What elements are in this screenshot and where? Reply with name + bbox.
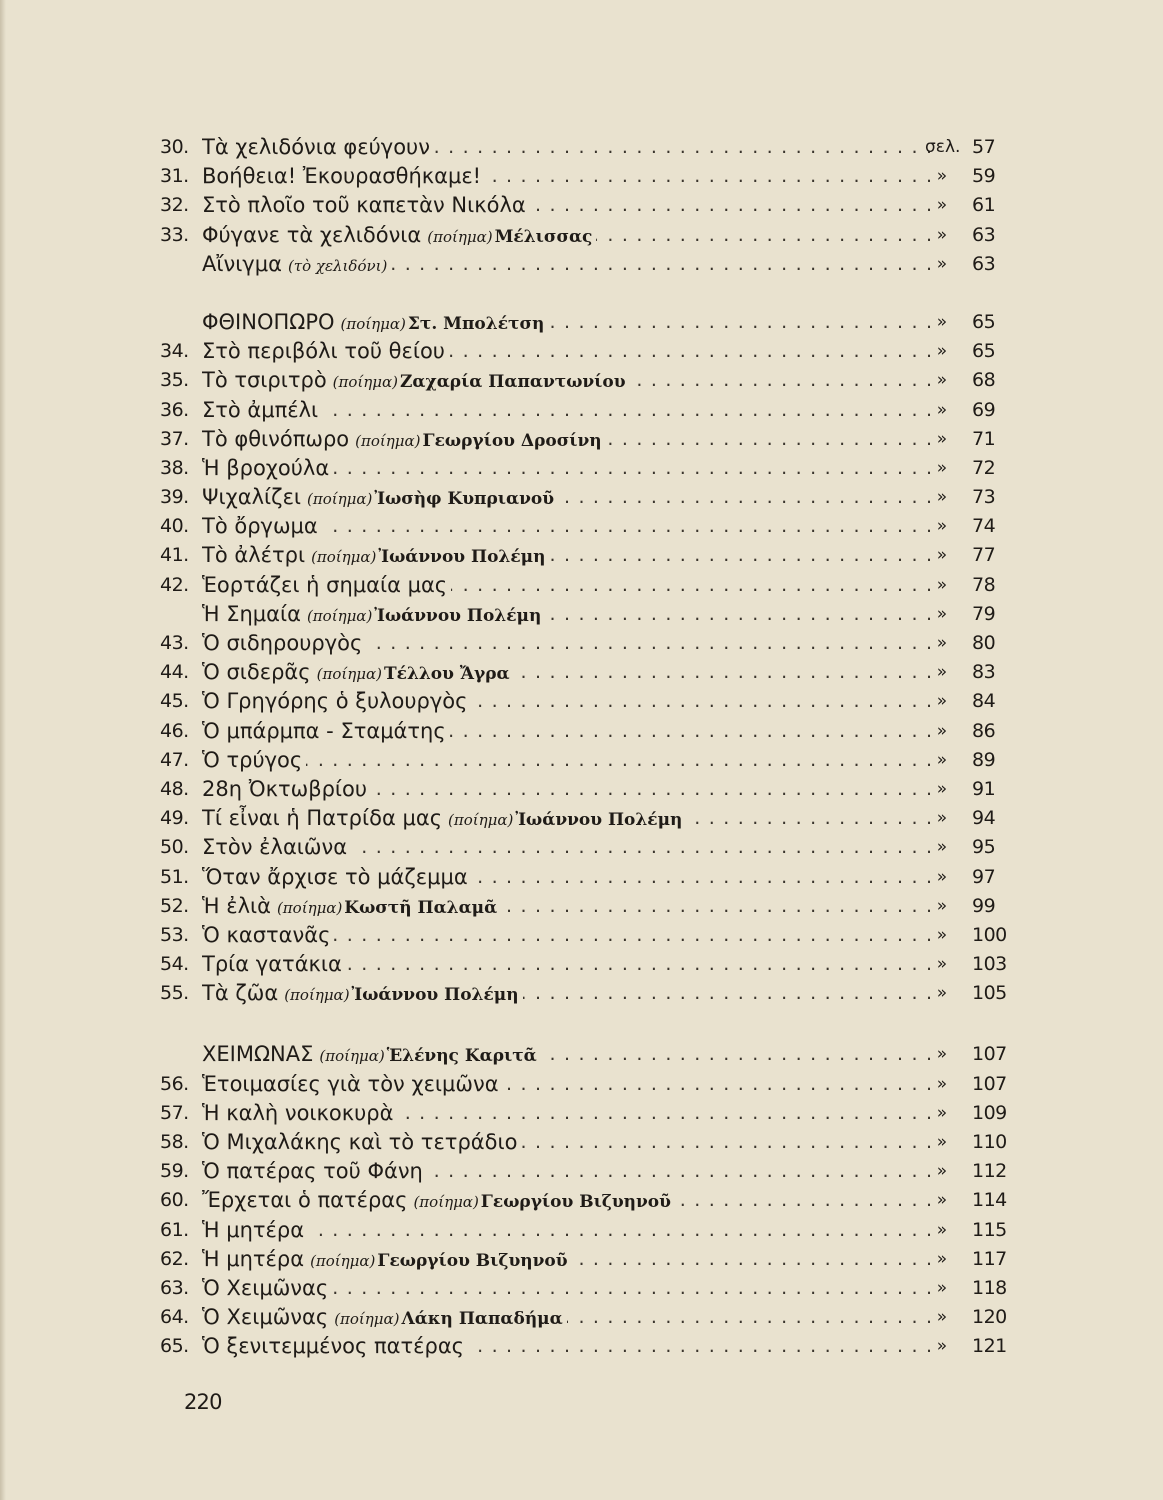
- toc-entry: [160, 512, 1010, 541]
- entry-number: 52.: [160, 894, 189, 917]
- entry-genre: (ποίημα): [284, 986, 350, 1005]
- toc-entry: [160, 775, 1010, 804]
- entry-page-number: 114: [972, 1189, 1007, 1212]
- entry-page-number: 78: [972, 573, 996, 596]
- entry-page-ref: »: [936, 691, 948, 712]
- entry-title: Φύγανε τὰ χελιδόνια: [202, 223, 425, 247]
- entry-title: Ὁ ξενιτεμμένος πατέρας: [202, 1334, 468, 1358]
- toc-entry: [160, 162, 1010, 191]
- entry-text: [202, 1303, 932, 1334]
- entry-page-number: 97: [972, 865, 996, 888]
- entry-number: 34.: [160, 340, 189, 363]
- entry-page-ref: »: [936, 370, 948, 391]
- entry-text: [202, 337, 932, 366]
- entry-title: Ὁ Χειμῶνας: [202, 1305, 332, 1329]
- toc-entry: [160, 892, 1010, 921]
- entry-text: [202, 600, 932, 631]
- entry-page-ref: »: [936, 954, 948, 975]
- toc-entry: [160, 337, 1010, 366]
- entry-page-number: 121: [972, 1335, 1007, 1358]
- entry-page-ref: »: [936, 1336, 948, 1357]
- entry-page-number: 65: [972, 310, 996, 333]
- entry-title: Ἡ μητέρα: [202, 1247, 308, 1271]
- entry-page-ref: »: [936, 1277, 948, 1298]
- entry-page-number: 100: [972, 923, 1007, 946]
- toc-entry: [160, 541, 1010, 570]
- entry-page-ref: »: [936, 399, 948, 420]
- entry-title: Τὸ τσιριτρὸ: [202, 368, 331, 392]
- entry-text: [202, 1216, 932, 1245]
- entry-text: [202, 250, 932, 281]
- toc-entry: [160, 454, 1010, 483]
- entry-text: [202, 483, 932, 514]
- entry-page-ref: »: [936, 808, 948, 829]
- toc-entry: [160, 133, 1010, 162]
- entry-page-number: 107: [972, 1072, 1007, 1095]
- entry-author: Ζαχαρία Παπαντωνίου: [400, 372, 630, 392]
- entry-number: 41.: [160, 544, 189, 567]
- toc-entry: [160, 863, 1010, 892]
- entry-text: [202, 221, 932, 252]
- toc-entry: [160, 600, 1010, 629]
- entry-title: Τὰ ζῶα: [202, 981, 282, 1005]
- entry-text: [202, 571, 932, 600]
- entry-page-number: 109: [972, 1101, 1007, 1124]
- entry-title: Τί εἶναι ἡ Πατρίδα μας: [202, 806, 446, 830]
- entry-page-number: 86: [972, 719, 996, 742]
- entry-page-number: 115: [972, 1218, 1007, 1241]
- toc-entry: [160, 833, 1010, 862]
- entry-number: 39.: [160, 486, 189, 509]
- toc-entry: [160, 1216, 1010, 1245]
- entry-text: [202, 658, 932, 689]
- entry-page-ref: »: [936, 574, 948, 595]
- entry-page-ref: »: [936, 545, 948, 566]
- entry-title: Τὸ φθινόπωρο: [202, 427, 353, 451]
- entry-page-ref: »: [936, 1190, 948, 1211]
- entry-page-number: 77: [972, 544, 996, 567]
- toc-entry: [160, 1332, 1010, 1361]
- entry-genre: (ποίημα): [311, 548, 377, 567]
- entry-page-ref: »: [936, 253, 948, 274]
- entry-number: 40.: [160, 515, 189, 538]
- entry-number: 57.: [160, 1101, 189, 1124]
- entry-author: Ἰωσὴφ Κυπριανοῦ: [374, 489, 558, 509]
- entry-page-ref: »: [936, 428, 948, 449]
- entry-page-number: 74: [972, 515, 996, 538]
- entry-genre: (ποίημα): [355, 431, 421, 450]
- toc-entry: [160, 717, 1010, 746]
- entry-page-ref: »: [936, 1219, 948, 1240]
- entry-page-ref: »: [936, 487, 948, 508]
- entry-number: 33.: [160, 223, 189, 246]
- entry-number: 59.: [160, 1160, 189, 1183]
- entry-page-number: 61: [972, 194, 996, 217]
- toc-entry: [160, 746, 1010, 775]
- entry-page-ref: »: [936, 311, 948, 332]
- entry-text: [202, 979, 932, 1010]
- entry-page-number: 105: [972, 982, 1007, 1005]
- entry-title: Τρία γατάκια: [202, 952, 346, 976]
- entry-author: Ἰωάννου Πολέμη: [378, 547, 549, 567]
- toc-entry: [160, 1186, 1010, 1215]
- entry-title: Στὸν ἐλαιῶνα: [202, 835, 351, 859]
- toc-entry: [160, 425, 1010, 454]
- page-number: 220: [184, 1390, 222, 1414]
- entry-author: Τέλλου Ἄγρα: [384, 664, 514, 684]
- entry-number: 45.: [160, 690, 189, 713]
- entry-title: ΧΕΙΜΩΝΑΣ: [202, 1042, 317, 1066]
- entry-page-ref: »: [936, 866, 948, 887]
- entry-page-number: 91: [972, 777, 996, 800]
- toc-entry: [160, 687, 1010, 716]
- entry-text: [202, 162, 932, 191]
- entry-number: 35.: [160, 369, 189, 392]
- entry-title: Βοήθεια! Ἐκουρασθήκαμε!: [202, 164, 485, 188]
- entry-page-number: 83: [972, 661, 996, 684]
- entry-page-ref: »: [936, 516, 948, 537]
- entry-page-number: 65: [972, 340, 996, 363]
- entry-number: 64.: [160, 1306, 189, 1329]
- entry-page-number: 84: [972, 690, 996, 713]
- entry-title: Ὁ καστανᾶς: [202, 923, 334, 947]
- entry-author: Ἰωάννου Πολέμη: [374, 606, 545, 626]
- toc-entry: [160, 1128, 1010, 1157]
- entry-page-ref: »: [936, 662, 948, 683]
- toc-entry: [160, 1303, 1010, 1332]
- entry-page-number: 68: [972, 369, 996, 392]
- entry-author: Κωστῆ Παλαμᾶ: [344, 898, 501, 918]
- entry-number: 44.: [160, 661, 189, 684]
- entry-number: 62.: [160, 1247, 189, 1270]
- entry-text: [202, 1099, 932, 1128]
- entry-number: 46.: [160, 719, 189, 742]
- entry-page-number: 103: [972, 953, 1007, 976]
- entry-page-number: 95: [972, 836, 996, 859]
- entry-genre: (ποίημα): [413, 1193, 479, 1212]
- entry-page-number: 63: [972, 223, 996, 246]
- entry-page-ref: »: [936, 195, 948, 216]
- entry-page-ref: »: [936, 895, 948, 916]
- toc-entry: [160, 1040, 1010, 1069]
- entry-genre: (ποίημα): [427, 227, 493, 246]
- toc-entry: [160, 396, 1010, 425]
- entry-number: 49.: [160, 807, 189, 830]
- entry-page-ref: »: [936, 778, 948, 799]
- entry-text: [202, 1274, 932, 1303]
- entry-title: Ὁ Μιχαλάκης καὶ τὸ τετράδιο: [202, 1130, 521, 1154]
- entry-title: Ὁ σιδερᾶς: [202, 660, 315, 684]
- entry-title: Ψιχαλίζει: [202, 485, 305, 509]
- entry-page-number: 112: [972, 1160, 1007, 1183]
- entry-title: Ἡ καλὴ νοικοκυρὰ: [202, 1101, 397, 1125]
- entry-title: Ὅταν ἄρχισε τὸ μάζεμμα: [202, 865, 472, 889]
- entry-genre: (ποίημα): [332, 373, 399, 392]
- entry-number: 55.: [160, 982, 189, 1005]
- entry-text: [202, 804, 932, 835]
- entry-page-ref: σελ.: [925, 137, 961, 157]
- entry-title: Ἡ ἐλιὰ: [202, 894, 275, 918]
- entry-text: [202, 1040, 932, 1071]
- toc-entry: [160, 658, 1010, 687]
- entry-text: [202, 308, 932, 339]
- entry-title: Ὁ Γρηγόρης ὁ ξυλουργὸς: [202, 689, 471, 713]
- entry-author: Ἰωάννου Πολέμη: [352, 985, 523, 1005]
- entry-title: Αἴνιγμα: [202, 252, 286, 276]
- entry-page-number: 73: [972, 486, 996, 509]
- entry-author: Γεωργίου Βιζυηνοῦ: [377, 1251, 571, 1271]
- entry-title: Τὸ ἀλέτρι: [202, 543, 309, 567]
- entry-page-number: 63: [972, 252, 996, 275]
- entry-text: [202, 775, 932, 804]
- entry-page-ref: »: [936, 983, 948, 1004]
- entry-text: [202, 1245, 932, 1276]
- entry-title: Ὁ πατέρας τοῦ Φάνη: [202, 1159, 427, 1183]
- entry-title: Ἡ βροχούλα: [202, 456, 333, 480]
- entry-text: [202, 833, 932, 862]
- entry-text: [202, 1332, 932, 1361]
- entry-text: [202, 863, 932, 892]
- entry-number: 38.: [160, 456, 189, 479]
- entry-page-ref: »: [936, 1044, 948, 1065]
- entry-number: 37.: [160, 427, 189, 450]
- entry-number: 53.: [160, 923, 189, 946]
- entry-author: Μέλισσας: [495, 227, 597, 247]
- entry-number: 50.: [160, 836, 189, 859]
- entry-text: [202, 1070, 932, 1099]
- entry-page-ref: »: [936, 749, 948, 770]
- entry-number: 63.: [160, 1276, 189, 1299]
- entry-page-ref: »: [936, 633, 948, 653]
- entry-number: 47.: [160, 748, 189, 771]
- entry-number: 65.: [160, 1335, 189, 1358]
- entry-text: [202, 1128, 932, 1157]
- toc-entry: [160, 921, 1010, 950]
- entry-text: [202, 133, 932, 162]
- table-of-contents: [160, 133, 1010, 1362]
- entry-page-ref: »: [936, 341, 948, 362]
- entry-title: Ὁ τρύγος: [202, 748, 306, 772]
- entry-page-ref: »: [936, 720, 948, 741]
- entry-title: Ἔρχεται ὁ πατέρας: [202, 1188, 411, 1212]
- entry-number: 61.: [160, 1218, 189, 1241]
- entry-text: [202, 1186, 932, 1217]
- entry-text: [202, 191, 932, 220]
- entry-page-number: 120: [972, 1306, 1007, 1329]
- entry-page-ref: »: [936, 166, 948, 187]
- entry-number: 43.: [160, 632, 189, 654]
- entry-genre: (ποίημα): [276, 898, 343, 917]
- entry-author: Γεωργίου Δροσίνη: [423, 431, 606, 451]
- entry-number: 48.: [160, 777, 189, 800]
- entry-genre: (ποίημα): [319, 1047, 385, 1066]
- entry-page-ref: »: [936, 1132, 948, 1152]
- toc-entry: [160, 191, 1010, 220]
- toc-entry: [160, 250, 1010, 279]
- entry-page-number: 99: [972, 894, 996, 917]
- entry-text: [202, 746, 932, 775]
- entry-title: Τὸ ὄργωμα: [202, 514, 322, 538]
- entry-text: [202, 921, 932, 950]
- entry-page-number: 94: [972, 807, 996, 830]
- entry-genre: (ποίημα): [310, 1251, 376, 1270]
- toc-entry: [160, 804, 1010, 833]
- entry-page-number: 107: [972, 1043, 1007, 1066]
- entry-page-number: 80: [972, 632, 996, 654]
- entry-number: 60.: [160, 1189, 189, 1212]
- toc-entry: [160, 1157, 1010, 1186]
- entry-page-ref: »: [936, 924, 948, 945]
- entry-title: Ὁ Χειμῶνας: [202, 1276, 332, 1300]
- entry-author: Στ. Μπολέτση: [408, 314, 548, 334]
- entry-page-ref: »: [936, 837, 948, 858]
- toc-entry: [160, 629, 1010, 658]
- toc-entry: [160, 483, 1010, 512]
- entry-page-ref: »: [936, 1073, 948, 1094]
- entry-text: [202, 396, 932, 425]
- entry-text: [202, 425, 932, 456]
- entry-title: Στὸ περιβόλι τοῦ θείου: [202, 339, 449, 363]
- entry-text: [202, 687, 932, 716]
- entry-number: 56.: [160, 1072, 189, 1095]
- entry-page-ref: »: [936, 224, 948, 245]
- entry-page-number: 57: [972, 136, 996, 158]
- entry-page-number: 89: [972, 748, 996, 771]
- entry-number: 54.: [160, 953, 189, 976]
- entry-author: Ἰωάννου Πολέμη: [515, 810, 686, 830]
- entry-page-ref: »: [936, 457, 948, 478]
- entry-genre: (ποίημα): [316, 665, 382, 684]
- toc-entry: [160, 221, 1010, 250]
- toc-entry: [160, 1274, 1010, 1303]
- entry-page-ref: »: [936, 603, 948, 624]
- entry-genre: (ποίημα): [448, 811, 514, 830]
- entry-page-number: 110: [972, 1131, 1007, 1153]
- entry-page-ref: »: [936, 1102, 948, 1123]
- entry-text: [202, 512, 932, 541]
- entry-genre: (ποίημα): [307, 490, 373, 509]
- entry-text: [202, 892, 932, 923]
- entry-number: 32.: [160, 194, 189, 217]
- entry-text: [202, 950, 932, 979]
- entry-title: Ἑτοιμασίες γιὰ τὸν χειμῶνα: [202, 1072, 503, 1096]
- entry-author: Ἑλένης Καριτᾶ: [387, 1046, 541, 1066]
- page-edge-shadow: [0, 0, 6, 1500]
- toc-entry: [160, 366, 1010, 395]
- entry-author: Γεωργίου Βιζυηνοῦ: [481, 1192, 675, 1212]
- entry-page-number: 79: [972, 602, 996, 625]
- entry-title: ΦΘΙΝΟΠΩΡΟ: [202, 310, 339, 334]
- entry-page-number: 117: [972, 1247, 1007, 1270]
- toc-entry: [160, 1070, 1010, 1099]
- entry-text: [202, 629, 932, 658]
- entry-title: Ὁ μπάρμπα - Σταμάτης: [202, 719, 450, 743]
- entry-genre: (τὸ χελιδόνι): [287, 256, 388, 275]
- entry-genre: (ποίημα): [340, 314, 406, 333]
- toc-entry: [160, 979, 1010, 1008]
- entry-number: 31.: [160, 165, 189, 188]
- entry-text: [202, 366, 932, 397]
- entry-number: 51.: [160, 865, 189, 888]
- entry-text: [202, 1157, 932, 1186]
- toc-entry: [160, 571, 1010, 600]
- entry-genre: (ποίημα): [306, 606, 373, 625]
- entry-page-ref: »: [936, 1161, 948, 1182]
- entry-page-number: 59: [972, 165, 996, 188]
- entry-title: Τὰ χελιδόνια φεύγουν: [202, 135, 434, 159]
- entry-title: Στὸ πλοῖο τοῦ καπετὰν Νικόλα: [202, 193, 530, 217]
- entry-genre: (ποίημα): [334, 1310, 400, 1329]
- toc-entry: [160, 308, 1010, 337]
- entry-page-number: 118: [972, 1276, 1007, 1299]
- entry-author: Λάκη Παπαδήμα: [402, 1309, 567, 1329]
- entry-title: Ἡ Σημαία: [202, 602, 305, 626]
- entry-page-ref: »: [936, 1248, 948, 1269]
- entry-page-number: 69: [972, 398, 996, 421]
- entry-text: [202, 454, 932, 483]
- entry-title: Ἡ μητέρα: [202, 1218, 308, 1242]
- entry-page-number: 72: [972, 456, 996, 479]
- entry-text: [202, 717, 932, 746]
- toc-entry: [160, 1099, 1010, 1128]
- entry-number: 42.: [160, 573, 189, 596]
- entry-title: Ἑορτάζει ἡ σημαία μας: [202, 573, 451, 597]
- entry-title: Στὸ ἀμπέλι: [202, 398, 322, 422]
- entry-text: [202, 541, 932, 572]
- toc-entry: [160, 950, 1010, 979]
- entry-number: 58.: [160, 1131, 189, 1153]
- entry-title: Ὁ σιδηρουργὸς: [202, 631, 366, 655]
- entry-page-number: 71: [972, 427, 996, 450]
- entry-number: 36.: [160, 398, 189, 421]
- entry-title: 28η Ὀκτωβρίου: [202, 777, 371, 801]
- toc-entry: [160, 1245, 1010, 1274]
- entry-page-ref: »: [936, 1307, 948, 1328]
- entry-number: 30.: [160, 136, 189, 158]
